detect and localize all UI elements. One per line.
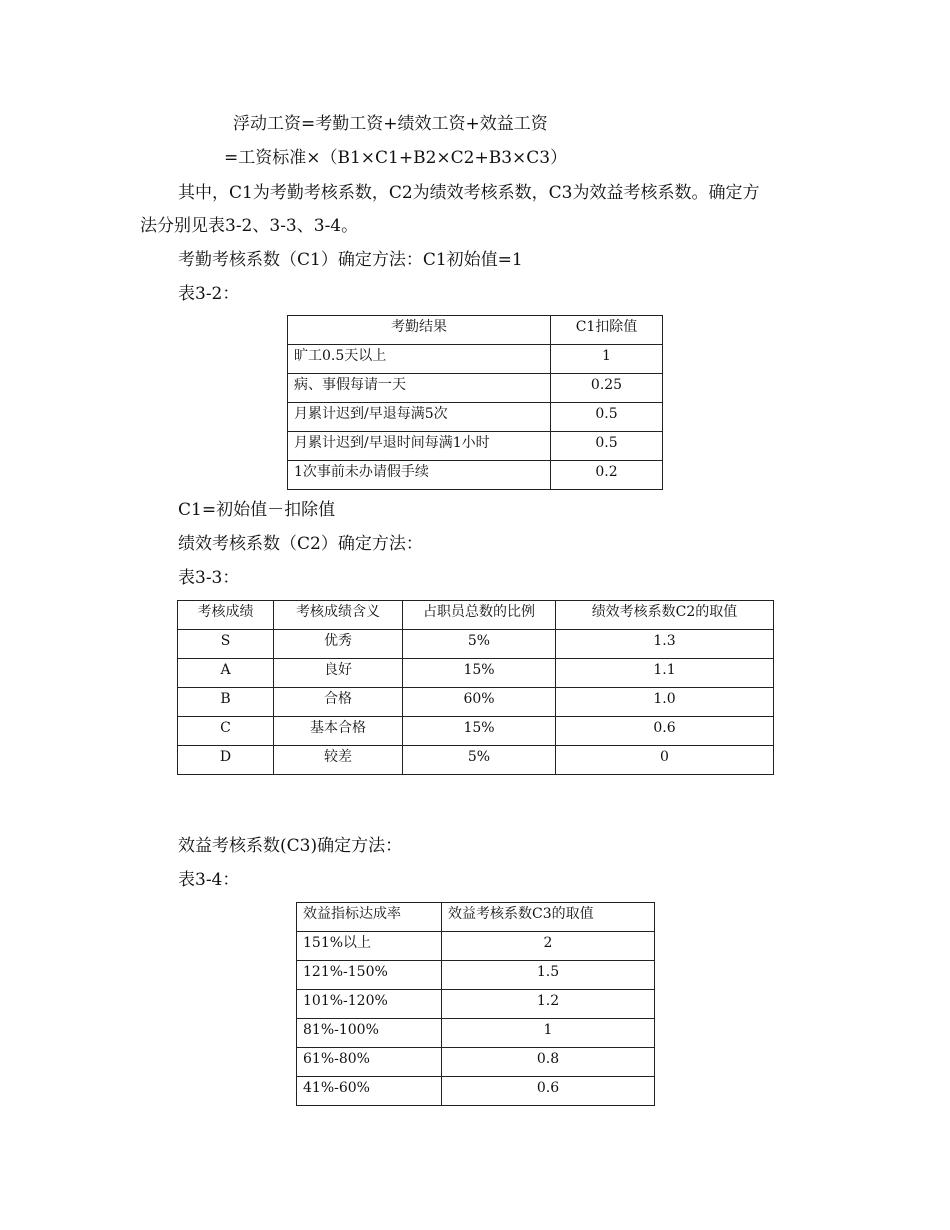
table-header-cell: 占职员总数的比例 bbox=[403, 601, 556, 630]
c1-formula: C1=初始值－扣除值 bbox=[178, 500, 336, 520]
table-cell: 病、事假每请一天 bbox=[288, 374, 551, 403]
table-cell: C bbox=[178, 717, 274, 746]
table-cell: 0.5 bbox=[551, 403, 663, 432]
table-cell: 101%-120% bbox=[297, 990, 442, 1019]
table-header-cell: 考核成绩含义 bbox=[274, 601, 403, 630]
table-3-2 bbox=[287, 315, 663, 490]
table-cell: 121%-150% bbox=[297, 961, 442, 990]
table-row bbox=[178, 630, 774, 659]
table-cell: 0 bbox=[556, 746, 774, 775]
c3-heading: 效益考核系数(C3)确定方法： bbox=[178, 836, 403, 856]
table-row bbox=[288, 432, 663, 461]
table-cell: 月累计迟到/早退每满5次 bbox=[288, 403, 551, 432]
formula-line-1: 浮动工资=考勤工资+绩效工资+效益工资 bbox=[233, 114, 548, 134]
table-row bbox=[297, 961, 655, 990]
table-cell: 1次事前未办请假手续 bbox=[288, 461, 551, 490]
table-cell: 41%-60% bbox=[297, 1077, 442, 1106]
paragraph-line-1: 其中，C1为考勤考核系数，C2为绩效考核系数，C3为效益考核系数。确定方 bbox=[178, 183, 760, 203]
table-cell: D bbox=[178, 746, 274, 775]
table-cell: 月累计迟到/早退时间每满1小时 bbox=[288, 432, 551, 461]
table-row bbox=[178, 746, 774, 775]
table-cell: 1.0 bbox=[556, 688, 774, 717]
table-cell: 1.5 bbox=[442, 961, 655, 990]
table-row bbox=[297, 1077, 655, 1106]
table-header-row bbox=[288, 316, 663, 345]
table-cell: 0.6 bbox=[556, 717, 774, 746]
table-3-2-caption: 表3-2： bbox=[178, 284, 240, 304]
table-cell: 5% bbox=[403, 630, 556, 659]
table-header-cell: 考核成绩 bbox=[178, 601, 274, 630]
table-cell: 基本合格 bbox=[274, 717, 403, 746]
table-cell: 151%以上 bbox=[297, 932, 442, 961]
table-cell: 1 bbox=[551, 345, 663, 374]
table-3-3 bbox=[177, 600, 774, 775]
table-row bbox=[288, 403, 663, 432]
table-3-4-caption: 表3-4： bbox=[178, 870, 240, 890]
table-cell: 较差 bbox=[274, 746, 403, 775]
table-cell: 61%-80% bbox=[297, 1048, 442, 1077]
table-cell: 0.2 bbox=[551, 461, 663, 490]
table-header-cell: 考勤结果 bbox=[288, 316, 551, 345]
table-row bbox=[297, 990, 655, 1019]
table-cell: 合格 bbox=[274, 688, 403, 717]
formula-line-2: =工资标准×（B1×C1+B2×C2+B3×C3） bbox=[224, 148, 568, 168]
table-cell: 5% bbox=[403, 746, 556, 775]
table-cell: 1.1 bbox=[556, 659, 774, 688]
table-cell: 优秀 bbox=[274, 630, 403, 659]
table-row bbox=[178, 688, 774, 717]
table-cell: 0.25 bbox=[551, 374, 663, 403]
table-row bbox=[297, 1048, 655, 1077]
table-row bbox=[297, 1019, 655, 1048]
table-cell: S bbox=[178, 630, 274, 659]
table-header-cell: 绩效考核系数C2的取值 bbox=[556, 601, 774, 630]
table-header-row bbox=[297, 903, 655, 932]
table-cell: A bbox=[178, 659, 274, 688]
table-3-4 bbox=[296, 902, 655, 1106]
table-row bbox=[297, 932, 655, 961]
table-cell: B bbox=[178, 688, 274, 717]
table-row bbox=[288, 461, 663, 490]
c1-heading: 考勤考核系数（C1）确定方法：C1初始值=1 bbox=[178, 250, 523, 270]
table-header-row bbox=[178, 601, 774, 630]
table-cell: 60% bbox=[403, 688, 556, 717]
table-cell: 2 bbox=[442, 932, 655, 961]
table-row bbox=[288, 374, 663, 403]
table-cell: 旷工0.5天以上 bbox=[288, 345, 551, 374]
table-cell: 15% bbox=[403, 717, 556, 746]
table-header-cell: 效益考核系数C3的取值 bbox=[442, 903, 655, 932]
table-cell: 0.8 bbox=[442, 1048, 655, 1077]
table-cell: 0.5 bbox=[551, 432, 663, 461]
table-cell: 1 bbox=[442, 1019, 655, 1048]
table-header-cell: C1扣除值 bbox=[551, 316, 663, 345]
paragraph-line-2: 法分别见表3-2、3-3、3-4。 bbox=[140, 216, 359, 236]
table-cell: 1.2 bbox=[442, 990, 655, 1019]
c2-heading: 绩效考核系数（C2）确定方法： bbox=[178, 534, 423, 554]
table-cell: 1.3 bbox=[556, 630, 774, 659]
table-row bbox=[178, 717, 774, 746]
table-cell: 0.6 bbox=[442, 1077, 655, 1106]
table-row bbox=[178, 659, 774, 688]
table-header-cell: 效益指标达成率 bbox=[297, 903, 442, 932]
table-cell: 15% bbox=[403, 659, 556, 688]
table-row bbox=[288, 345, 663, 374]
table-cell: 81%-100% bbox=[297, 1019, 442, 1048]
table-3-3-caption: 表3-3： bbox=[178, 568, 240, 588]
table-cell: 良好 bbox=[274, 659, 403, 688]
